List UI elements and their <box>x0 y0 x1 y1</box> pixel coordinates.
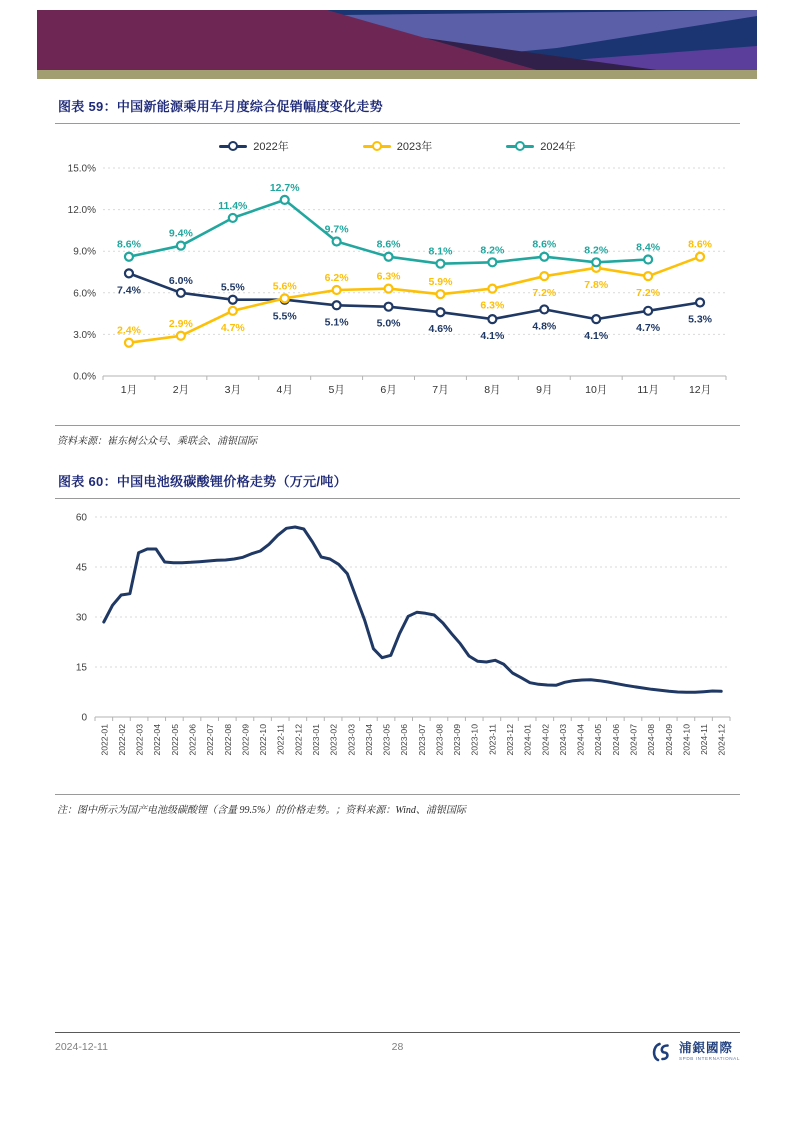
legend-label: 2024年 <box>540 141 576 153</box>
svg-text:2月: 2月 <box>172 384 190 396</box>
svg-text:3.0%: 3.0% <box>73 329 96 341</box>
svg-text:2.4%: 2.4% <box>116 324 141 337</box>
svg-text:2022-11: 2022-11 <box>275 724 286 755</box>
svg-text:2023-04: 2023-04 <box>363 724 374 756</box>
legend-label: 2023年 <box>396 141 433 153</box>
svg-text:5.5%: 5.5% <box>272 310 297 323</box>
legend-item-2022年 <box>219 138 288 154</box>
svg-text:5.6%: 5.6% <box>272 280 297 293</box>
svg-text:8.4%: 8.4% <box>636 241 661 254</box>
svg-text:9.0%: 9.0% <box>73 246 96 258</box>
figure60-bottom-rule <box>55 794 740 795</box>
svg-text:4.6%: 4.6% <box>428 323 453 336</box>
figure60-note: 注：图中所示为国产电池级碳酸锂（含量 99.5%）的价格走势。；资料来源：Wind、浦银国际 <box>57 805 466 816</box>
footer-rule <box>55 1032 740 1033</box>
footer-date: 2024-12-11 <box>55 1041 108 1053</box>
svg-text:2022-10: 2022-10 <box>258 724 269 756</box>
svg-text:5月: 5月 <box>328 384 345 396</box>
banner-graphic <box>37 10 757 79</box>
svg-text:2024-10: 2024-10 <box>681 724 692 756</box>
svg-text:45: 45 <box>75 562 87 574</box>
svg-text:6月: 6月 <box>380 384 397 396</box>
svg-text:8.2%: 8.2% <box>584 244 609 257</box>
svg-text:2023-08: 2023-08 <box>434 724 445 756</box>
svg-text:2023-11: 2023-11 <box>487 724 498 755</box>
footer-logo <box>540 1041 740 1063</box>
svg-text:5.3%: 5.3% <box>688 313 713 326</box>
figure59-source: 资料来源：崔东树公众号、乘联会、浦银国际 <box>57 436 257 447</box>
legend-label: 2022年 <box>253 141 289 153</box>
svg-text:8.6%: 8.6% <box>688 238 713 251</box>
svg-text:12月: 12月 <box>688 384 712 396</box>
svg-text:12.7%: 12.7% <box>269 181 300 194</box>
svg-text:2024-06: 2024-06 <box>610 724 621 756</box>
svg-text:11.4%: 11.4% <box>218 199 248 212</box>
svg-text:30: 30 <box>75 612 87 624</box>
header-banner <box>37 10 757 79</box>
svg-text:5.9%: 5.9% <box>428 276 453 289</box>
legend-marker <box>506 145 534 148</box>
figure60-chart <box>55 499 740 781</box>
svg-text:2022-01: 2022-01 <box>99 724 110 756</box>
svg-text:8.6%: 8.6% <box>116 238 141 251</box>
svg-text:5.5%: 5.5% <box>220 281 245 294</box>
svg-text:7.2%: 7.2% <box>532 287 557 300</box>
svg-text:10月: 10月 <box>585 384 608 396</box>
svg-text:15.0%: 15.0% <box>67 163 96 175</box>
legend-item-2023年 <box>363 138 432 154</box>
svg-text:2022-12: 2022-12 <box>293 724 304 756</box>
svg-text:2024-07: 2024-07 <box>628 724 639 756</box>
svg-text:8.2%: 8.2% <box>480 244 505 257</box>
logo-name: 浦銀國際 <box>679 1041 734 1056</box>
svg-text:2023-01: 2023-01 <box>310 724 321 756</box>
svg-text:4月: 4月 <box>276 384 293 396</box>
svg-text:5.0%: 5.0% <box>376 317 401 330</box>
svg-text:2024-08: 2024-08 <box>646 724 657 756</box>
svg-text:2.9%: 2.9% <box>168 317 193 330</box>
svg-text:2022-03: 2022-03 <box>134 724 145 756</box>
svg-text:4.1%: 4.1% <box>584 330 609 343</box>
svg-text:2023-10: 2023-10 <box>469 724 480 756</box>
svg-text:4.1%: 4.1% <box>480 330 505 343</box>
svg-text:2023-02: 2023-02 <box>328 724 339 756</box>
svg-text:7.8%: 7.8% <box>584 278 609 291</box>
svg-text:8.1%: 8.1% <box>428 245 453 258</box>
svg-text:1月: 1月 <box>120 384 138 396</box>
svg-text:2023-05: 2023-05 <box>381 724 392 756</box>
svg-text:2023-06: 2023-06 <box>399 724 410 756</box>
svg-text:4.8%: 4.8% <box>532 320 557 333</box>
svg-text:60: 60 <box>75 512 87 524</box>
svg-text:7.2%: 7.2% <box>636 287 661 300</box>
legend-marker <box>219 145 247 148</box>
spdb-logo-icon <box>650 1041 674 1063</box>
svg-text:2022-09: 2022-09 <box>240 724 251 756</box>
figure59-title-rule <box>55 123 740 124</box>
svg-text:8.6%: 8.6% <box>532 238 557 251</box>
svg-text:2023-03: 2023-03 <box>346 724 357 756</box>
figure59-chart <box>55 154 740 412</box>
svg-text:0.0%: 0.0% <box>73 371 96 383</box>
svg-text:6.3%: 6.3% <box>480 299 505 312</box>
svg-text:6.2%: 6.2% <box>324 272 349 285</box>
svg-text:2024-12: 2024-12 <box>716 724 727 756</box>
legend-item-2024年 <box>506 138 575 154</box>
svg-text:2022-07: 2022-07 <box>205 724 216 756</box>
figure60-title: 图表 60：中国电池级碳酸锂价格走势（万元/吨） <box>58 474 347 489</box>
svg-text:2024-05: 2024-05 <box>593 724 604 756</box>
svg-text:9月: 9月 <box>536 384 553 396</box>
svg-text:2023-12: 2023-12 <box>505 724 516 756</box>
svg-text:2022-06: 2022-06 <box>187 724 198 756</box>
svg-text:2023-07: 2023-07 <box>416 724 427 756</box>
figure59-title: 图表 59：中国新能源乘用车月度综合促销幅度变化走势 <box>58 99 383 114</box>
figure59-legend <box>55 138 740 154</box>
svg-text:2022-02: 2022-02 <box>116 724 127 756</box>
svg-text:9.4%: 9.4% <box>168 227 193 240</box>
svg-text:11月: 11月 <box>637 384 659 396</box>
logo-subtitle: SPDB INTERNATIONAL <box>679 1055 740 1061</box>
svg-text:8月: 8月 <box>484 384 501 396</box>
svg-text:7.4%: 7.4% <box>116 284 141 297</box>
svg-text:2023-09: 2023-09 <box>452 724 463 756</box>
svg-text:8.6%: 8.6% <box>376 238 401 251</box>
svg-text:2024-01: 2024-01 <box>522 724 533 756</box>
svg-text:7月: 7月 <box>432 384 449 396</box>
svg-text:12.0%: 12.0% <box>67 205 96 217</box>
svg-text:2024-11: 2024-11 <box>699 724 710 755</box>
svg-text:2024-03: 2024-03 <box>557 724 568 756</box>
svg-text:2024-04: 2024-04 <box>575 724 586 756</box>
legend-marker <box>363 145 391 148</box>
svg-text:2024-02: 2024-02 <box>540 724 551 756</box>
svg-text:3月: 3月 <box>224 384 241 396</box>
svg-text:2022-04: 2022-04 <box>152 724 163 756</box>
svg-text:15: 15 <box>75 662 87 674</box>
svg-text:9.7%: 9.7% <box>324 223 349 236</box>
figure59-bottom-rule <box>55 425 740 426</box>
svg-text:4.7%: 4.7% <box>220 321 245 334</box>
svg-text:6.0%: 6.0% <box>73 288 96 300</box>
footer-page-number: 28 <box>391 1041 404 1053</box>
svg-text:6.3%: 6.3% <box>376 270 401 283</box>
svg-text:2024-09: 2024-09 <box>663 724 674 756</box>
svg-text:5.1%: 5.1% <box>324 316 349 329</box>
footer <box>55 1041 740 1063</box>
svg-text:2022-08: 2022-08 <box>222 724 233 756</box>
svg-text:4.7%: 4.7% <box>636 321 661 334</box>
svg-text:2022-05: 2022-05 <box>169 724 180 756</box>
svg-text:0: 0 <box>81 712 87 724</box>
svg-text:6.0%: 6.0% <box>168 274 193 287</box>
